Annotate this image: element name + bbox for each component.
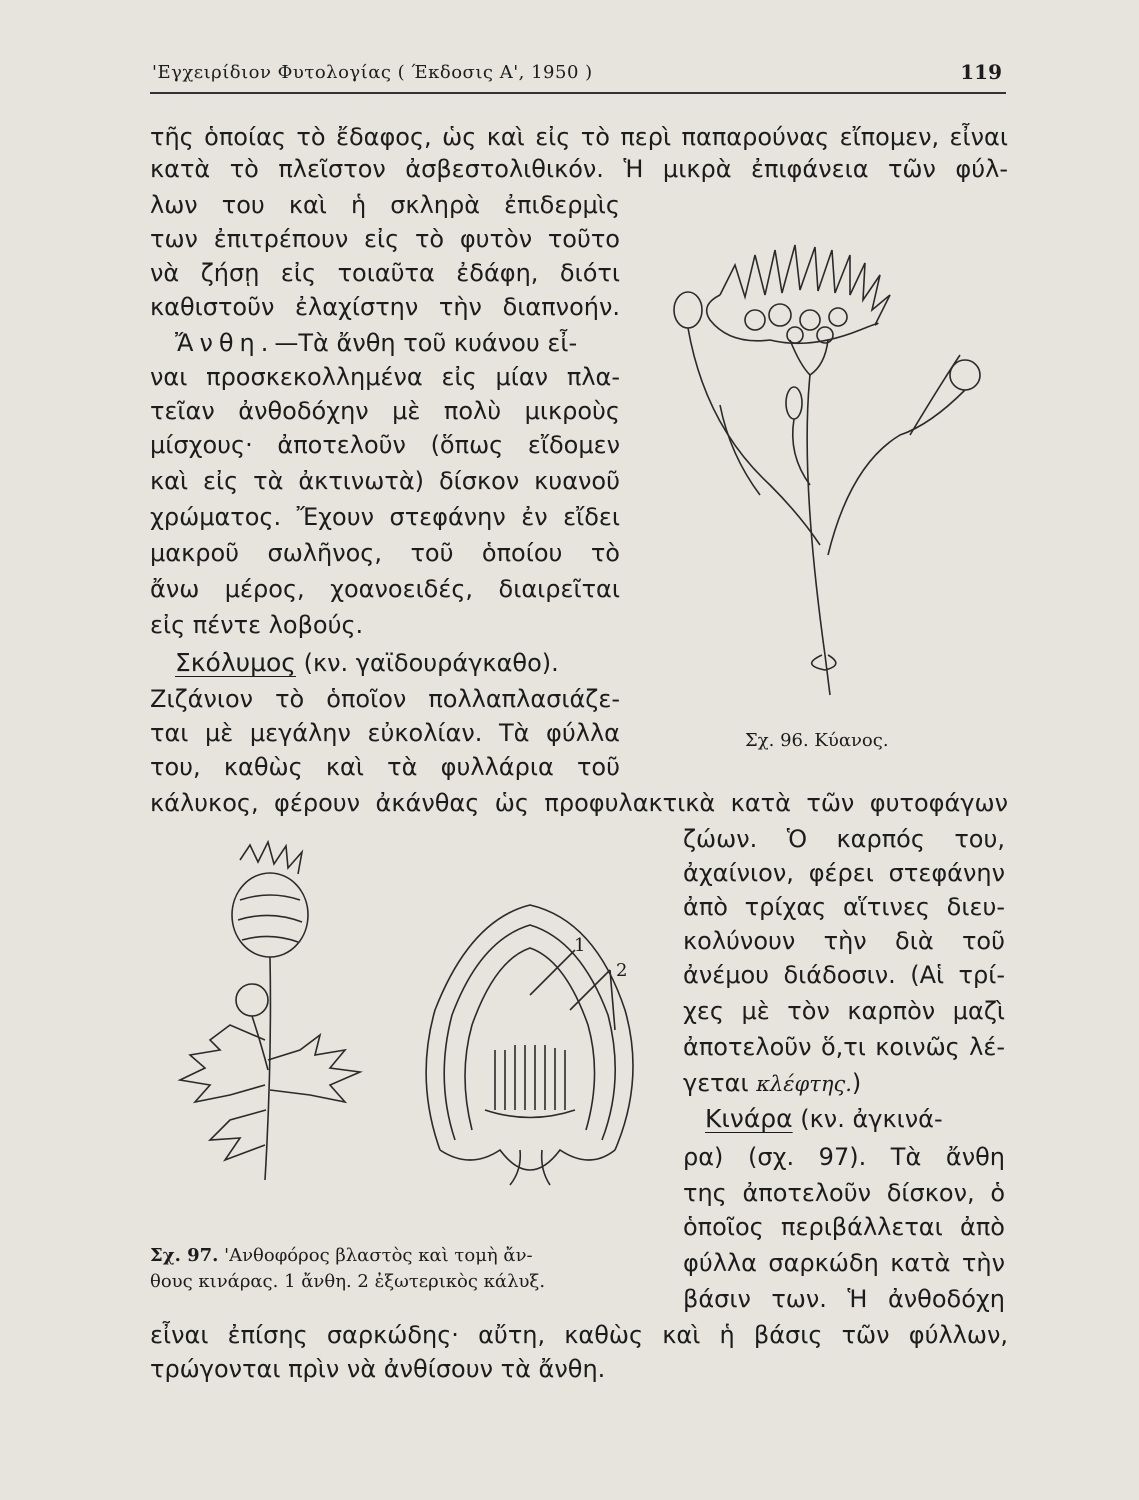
text-line: μίσχους· ἀποτελοῦν (ὅπως εἴδομεν	[150, 431, 620, 459]
text-line	[175, 328, 620, 358]
artichoke-florets	[485, 1045, 575, 1118]
figure-97-caption-line2: θους κινάρας. 1 ἄνθη. 2 ἐξωτερικὸς κάλυξ.	[150, 1271, 546, 1292]
cornflower-stems	[688, 328, 965, 695]
text-line: τεῖαν ἀνθοδόχην μὲ πολὺ μικροὺς	[150, 397, 620, 425]
section-head-skolymos: Σκόλυμος	[175, 648, 296, 677]
page-number: 119	[960, 60, 1002, 84]
text-line: ἀπὸ τρίχας αἵτινες διευ-	[683, 893, 1005, 921]
text-line: κολύνουν τὴν διὰ τοῦ	[683, 927, 1005, 955]
text-line: λων του καὶ ἡ σκληρὰ ἐπιδερμὶς	[150, 191, 620, 219]
text-line: της ἀποτελοῦν δίσκον, ὁ	[683, 1179, 1005, 1207]
text-line: κάλυκος, φέρουν ἀκάνθας ὡς προφυλακτικὰ κατὰ τῶν φυτοφάγων	[150, 789, 1008, 817]
text-span: (κν. γαϊδουράγκαθο).	[295, 649, 559, 677]
text-line: χρώματος. Ἔχουν στεφάνην ἐν εἴδει	[150, 503, 620, 531]
text-line: ναι προσκεκολλημένα εἰς μίαν πλα-	[150, 363, 620, 391]
cornflower-illustration	[660, 225, 1005, 695]
figure-label-1: 1	[574, 935, 586, 956]
text-line	[683, 1068, 861, 1099]
section-head-anthi: Ἄνθη.	[175, 329, 275, 357]
figure-96-caption: Σχ. 96. Κύανος.	[745, 730, 889, 751]
text-span: )	[851, 1069, 862, 1097]
text-line: καὶ εἰς τὰ ἀκτινωτὰ) δίσκον κυανοῦ	[150, 467, 620, 495]
text-line: ἀποτελοῦν ὅ,τι κοινῶς λέ-	[683, 1033, 1005, 1061]
text-line: φύλλα σαρκώδη κατὰ τὴν	[683, 1249, 1005, 1277]
artichoke-outline	[426, 905, 633, 1185]
text-line: ἀχαίνιον, φέρει στεφάνην	[683, 859, 1005, 887]
bud	[674, 292, 702, 328]
thistle-flower-head	[232, 842, 308, 957]
text-span: —Τὰ ἄνθη τοῦ κυάνου εἶ-	[274, 329, 578, 357]
italic-term: κλέφτης.	[756, 1072, 852, 1096]
text-line: βάσιν των. Ἡ ἀνθοδόχη	[683, 1285, 1005, 1313]
caption-text: 'Ανθοφόρος βλαστὸς καὶ τομὴ ἄν-	[218, 1245, 533, 1266]
bud	[236, 984, 268, 1016]
figure-label-2: 2	[616, 960, 628, 981]
text-span: (κν. ἀγκινά-	[792, 1105, 943, 1133]
text-line: ται μὲ μεγάλην εὐκολίαν. Τὰ φύλλα	[150, 719, 620, 747]
text-line: μακροῦ σωλῆνος, τοῦ ὁποίου τὸ	[150, 539, 620, 567]
text-line: ἀνέμου διάδοσιν. (Αἱ τρί-	[683, 961, 1005, 989]
text-line	[175, 648, 559, 678]
text-line: του, καθὼς καὶ τὰ φυλλάρια τοῦ	[150, 753, 620, 781]
text-line: κατὰ τὸ πλεῖστον ἀσβεστολιθικόν. Ἡ μικρὰ ἐπιφάνεια τῶν φύλ-	[150, 155, 1008, 183]
page-header	[150, 58, 1006, 94]
running-title: 'Εγχειρίδιον Φυτολογίας ( Έκδοσις Α', 1950 )	[152, 62, 593, 83]
bud	[786, 387, 802, 419]
figure-97-label: Σχ. 97.	[150, 1245, 219, 1266]
text-line: Ζιζάνιον τὸ ὁποῖον πολλαπλασιάζε-	[150, 685, 620, 713]
section-head-kinara: Κινάρα	[705, 1104, 793, 1133]
cornflower-flower-head	[707, 245, 890, 375]
text-line: των ἐπιτρέπουν εἰς τὸ φυτὸν τοῦτο	[150, 225, 620, 253]
figure-97-caption-line1	[150, 1243, 533, 1269]
text-line: εἶναι ἐπίσης σαρκώδης· αὔτη, καθὼς καὶ ἡ βάσις τῶν φύλλων,	[150, 1321, 1008, 1349]
text-line: τρώγονται πρὶν νὰ ἀνθίσουν τὰ ἄνθη.	[150, 1355, 606, 1383]
text-line: χες μὲ τὸν καρπὸν μαζὶ	[683, 997, 1005, 1025]
text-line: ζώων. Ὁ καρπός του,	[683, 825, 1005, 853]
text-span: γεται	[683, 1069, 757, 1097]
text-line: καθιστοῦν ἐλαχίστην τὴν διαπνοήν.	[150, 293, 620, 321]
thistle-stem-illustration	[170, 840, 420, 1185]
text-line: νὰ ζήσῃ εἰς τοιαῦτα ἐδάφη, διότι	[150, 259, 620, 287]
text-line: ὁποῖος περιβάλλεται ἀπὸ	[683, 1213, 1005, 1241]
text-line: εἰς πέντε λοβούς.	[150, 611, 364, 639]
text-line: τῆς ὁποίας τὸ ἔδαφος, ὡς καὶ εἰς τὸ περὶ παπαρούνας εἴπομεν, εἶναι	[150, 123, 1008, 151]
text-line	[705, 1104, 943, 1134]
artichoke-section-illustration	[410, 900, 680, 1190]
text-line: ρα) (σχ. 97). Τὰ ἄνθη	[683, 1143, 1005, 1171]
text-line: ἄνω μέρος, χοανοειδές, διαιρεῖται	[150, 575, 620, 603]
